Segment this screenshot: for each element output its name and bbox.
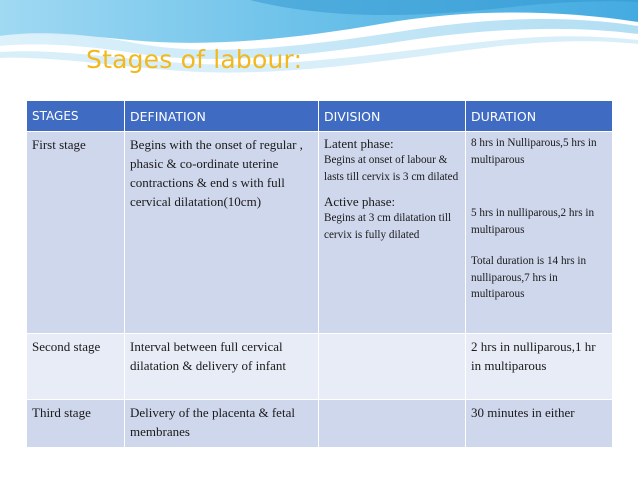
duration-total: Total duration is 14 hrs in nulliparous,7 hrs in multiparous <box>471 255 587 300</box>
duration-cell: 2 hrs in nulliparous,1 hr in multiparous <box>466 334 613 400</box>
division-cell <box>319 400 466 448</box>
duration-latent: 8 hrs in Nulliparous,5 hrs in multiparous <box>471 137 597 166</box>
column-header-division: DIVISION <box>319 101 466 132</box>
division-cell <box>319 334 466 400</box>
table-row <box>27 132 613 334</box>
table-row <box>27 400 613 448</box>
duration-cell <box>466 132 613 334</box>
table-header-row <box>27 101 613 132</box>
slide-title: Stages of labour: <box>86 45 303 74</box>
labour-stages-table <box>26 100 613 448</box>
active-phase-title: Active phase: <box>324 194 396 209</box>
table-row <box>27 334 613 400</box>
latent-phase-title: Latent phase: <box>324 136 394 151</box>
column-header-stages: STAGES <box>27 101 125 132</box>
division-cell <box>319 132 466 334</box>
definition-cell: Begins with the onset of regular , phasic & co-ordinate uterine contractions & end s with full cervical dilatation(10cm) <box>125 132 319 334</box>
stage-cell: First stage <box>27 132 125 334</box>
stage-cell: Second stage <box>27 334 125 400</box>
duration-cell: 30 minutes in either <box>466 400 613 448</box>
latent-phase-text: Begins at onset of labour & lasts till cervix is 3 cm dilated <box>324 154 459 183</box>
stage-cell: Third stage <box>27 400 125 448</box>
definition-cell: Delivery of the placenta & fetal membranes <box>125 400 319 448</box>
column-header-definition: DEFINATION <box>125 101 319 132</box>
duration-active: 5 hrs in nulliparous,2 hrs in multiparous <box>471 207 595 236</box>
column-header-duration: DURATION <box>466 101 613 132</box>
active-phase-text: Begins at 3 cm dilatation till cervix is fully dilated <box>324 212 452 241</box>
definition-cell: Interval between full cervical dilatation & delivery of infant <box>125 334 319 400</box>
